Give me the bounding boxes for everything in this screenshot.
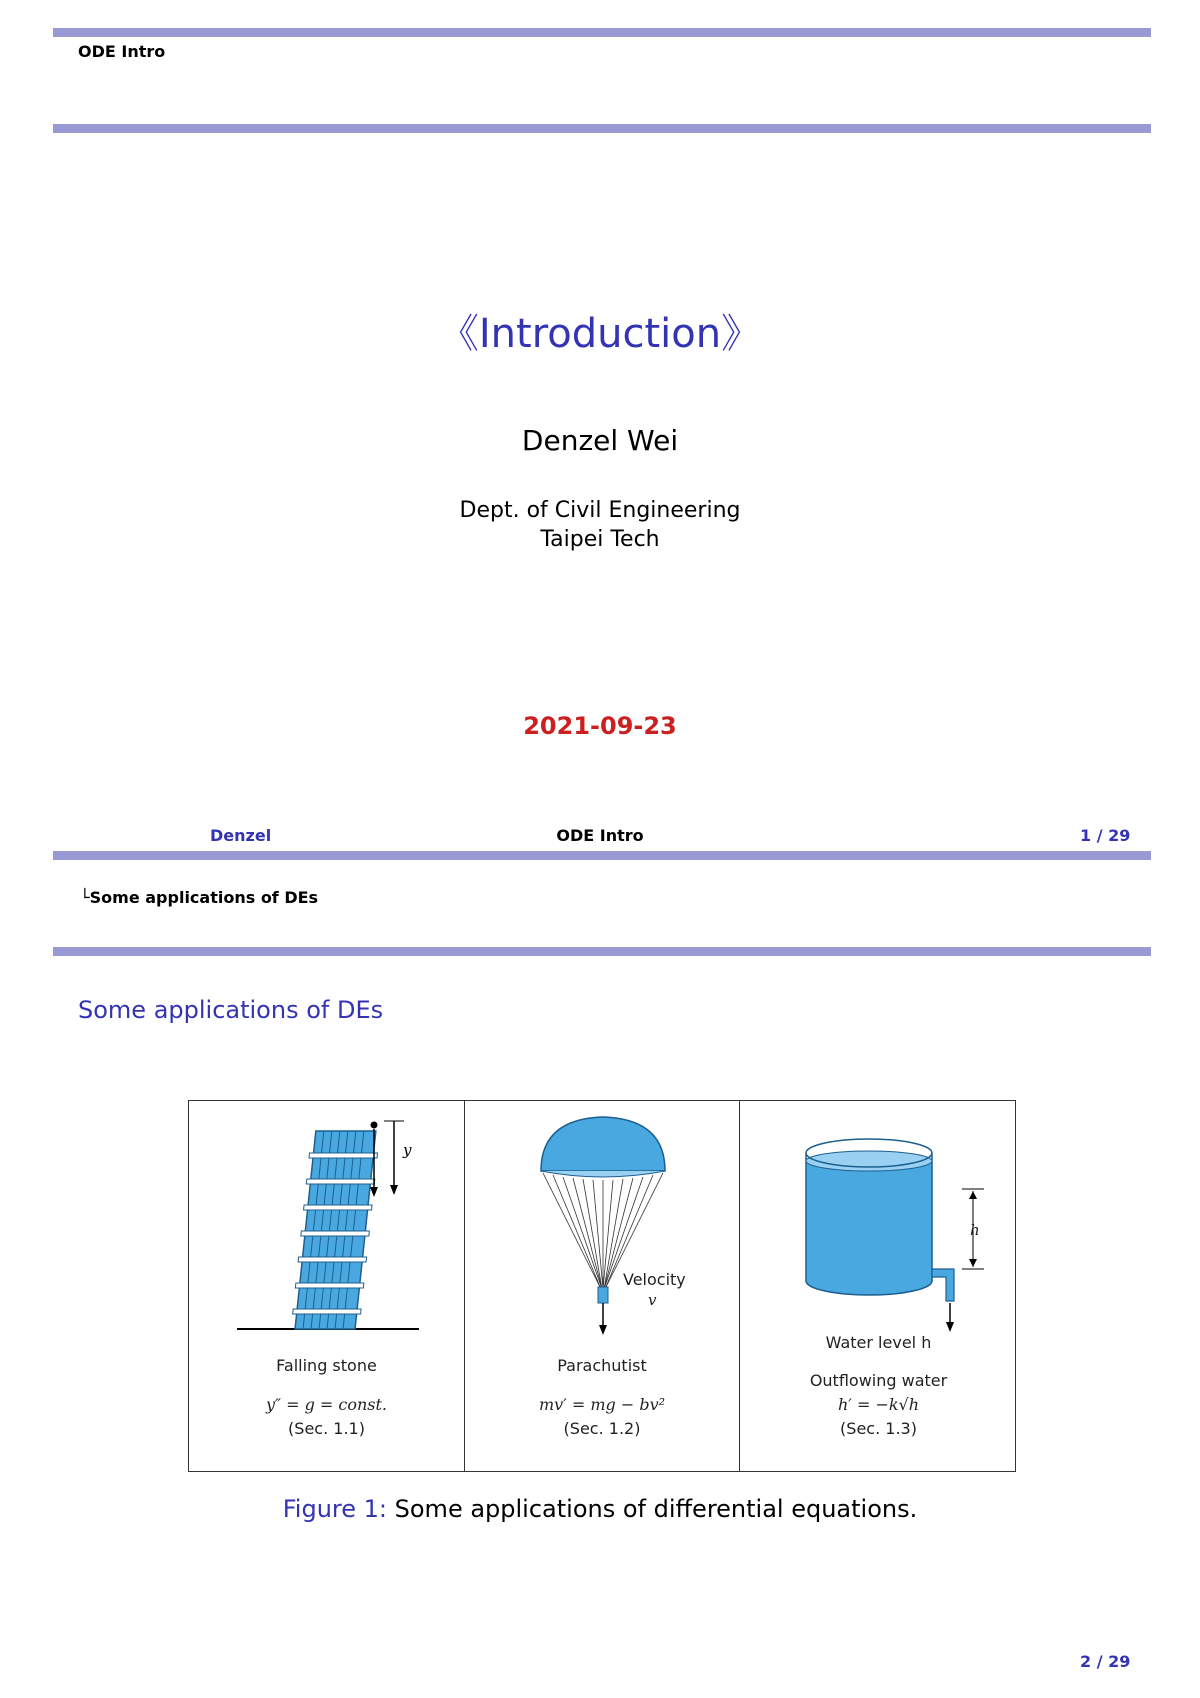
caption-parachutist: Parachutist [557, 1356, 647, 1375]
header-title: ODE Intro [78, 42, 166, 61]
page-number-2: 2 / 29 [1080, 1652, 1131, 1671]
panel-falling-stone [189, 1101, 464, 1471]
caption-outflowing-water: Outflowing water [809, 1371, 948, 1390]
velocity-symbol: v [648, 1291, 657, 1309]
height-label: h [970, 1221, 980, 1239]
institute-line-2: Taipei Tech [540, 527, 660, 552]
panel-outflowing-water [740, 1101, 1017, 1471]
footer-bar-1 [53, 851, 1151, 860]
leaning-tower-icon [189, 1101, 464, 1341]
breadcrumb-glyph: └ [80, 888, 90, 907]
author-name: Denzel Wei [521, 424, 679, 457]
velocity-label: Velocity [623, 1270, 686, 1289]
equation-falling-stone: y″ = g = const. [265, 1395, 388, 1414]
header-bar-1 [53, 124, 1151, 133]
figure-caption-text: Some applications of differential equations. [394, 1495, 918, 1523]
equation-outflowing-water: h′ = −k√h [837, 1395, 920, 1414]
parachute-icon [465, 1101, 741, 1341]
equation-parachutist: mv′ = mg − bv² [538, 1395, 666, 1414]
top-bar-1 [53, 28, 1151, 37]
water-tank-icon [740, 1101, 1017, 1341]
frame-title: Some applications of DEs [78, 996, 384, 1024]
panel-parachutist [464, 1101, 740, 1471]
figure-label: Figure 1: [282, 1495, 387, 1523]
axis-label-y: y [403, 1141, 412, 1159]
page-number-1: 1 / 29 [1080, 826, 1131, 845]
section-outflowing-water: (Sec. 1.3) [840, 1419, 917, 1438]
breadcrumb [80, 888, 318, 907]
section-falling-stone: (Sec. 1.1) [288, 1419, 365, 1438]
breadcrumb-text: Some applications of DEs [89, 888, 319, 907]
section-parachutist: (Sec. 1.2) [563, 1419, 641, 1438]
applications-figure [188, 1100, 1016, 1472]
footer-author: Denzel [210, 826, 272, 845]
header-bar-2 [53, 947, 1151, 956]
caption-falling-stone: Falling stone [276, 1356, 377, 1375]
presentation-date: 2021-09-23 [523, 712, 677, 740]
water-level-label: Water level h [825, 1333, 932, 1352]
institute-line-1: Dept. of Civil Engineering [459, 498, 741, 523]
figure-caption [0, 1495, 1200, 1523]
footer-title: ODE Intro [556, 826, 644, 845]
slide-title: 《Introduction》 [438, 311, 762, 357]
